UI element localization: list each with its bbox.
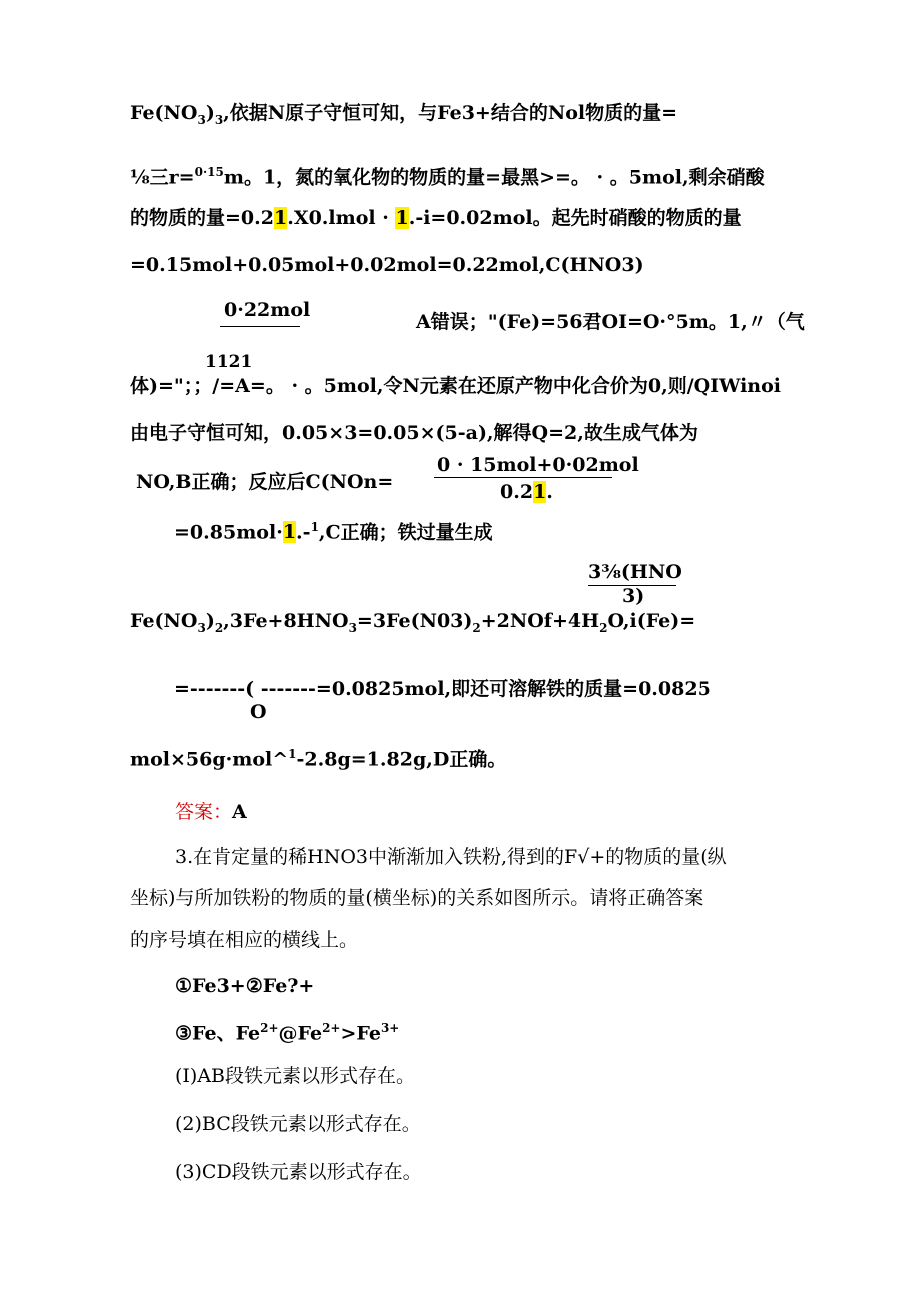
solution-line-8: 由电子守恒可知，0.05×3=0.05×(5-a),解得Q=2,故生成气体为 — [130, 422, 698, 444]
solution-line-4: =0.15mol+0.05mol+0.02mol=0.22mol,C(HNO3) — [130, 254, 644, 276]
option-line-2: ③Fe、$Fe^{2+}@Fe^{2+}>Fe^{3+}$ — [175, 1021, 400, 1045]
solution-line-7: 体)="；；/=A=。 · 。5mol,令N元素在还原产物中化合价为0,则/QIWinoi — [130, 375, 782, 397]
sub-question-2: (2)BC段铁元素以形式存在。 — [175, 1113, 421, 1135]
fraction-numerator: 0·22mol — [224, 299, 311, 321]
solution-line-12: $Fe(NO_3)_2,3Fe+8HNO_3=3Fe(N03)_2+2NOf+4H_2O,i(Fe)=$ — [130, 610, 696, 635]
fraction-bar — [220, 326, 300, 327]
question-3-line-2: 坐标)与所加铁粉的物质的量(横坐标)的关系如图所示。请将正确答案 — [130, 887, 704, 909]
highlight-mark: 1 — [533, 481, 547, 503]
solution-line-5: A错误；"(Fe)=56君OI=O·°5m。1,〃（气 — [416, 311, 805, 333]
solution-line-10: =0.85mol·1.-$^1$,C正确；铁过量生成 — [174, 520, 493, 544]
fraction-denominator: 3) — [622, 585, 645, 607]
fraction-denominator: 0.21. — [500, 481, 553, 503]
answer-line — [175, 800, 247, 824]
solution-line-13: =-------( -------=0.0825mol,即还可溶解铁的质量=0.0825 — [174, 678, 711, 700]
question-3-line-1: 3.在肯定量的稀HNO3中渐渐加入铁粉,得到的F√+的物质的量(纵 — [175, 846, 727, 868]
solution-line-1: $Fe(NO_3)_3$,依据N原子守恒可知，与Fe3+结合的Nol物质的量= — [130, 102, 678, 127]
fraction-bar — [588, 585, 676, 586]
solution-line-14: mol×56g·mol^$^1$-2.8g=1.82g,D正确。 — [130, 747, 507, 771]
answer-label: 答案： — [175, 801, 233, 823]
fraction-numerator: 3⅜(HNO — [588, 561, 682, 583]
fraction-fragment: O — [250, 701, 267, 723]
answer-value: A — [232, 801, 247, 823]
sub-question-3: (3)CD段铁元素以形式存在。 — [175, 1161, 422, 1183]
fraction-bar — [434, 477, 612, 478]
fraction-denominator: 1121 — [205, 352, 253, 372]
sub-question-1: (I)AB段铁元素以形式存在。 — [175, 1065, 416, 1087]
highlight-mark: 1 — [395, 207, 409, 229]
solution-line-2: ⅛三r=$^{0\cdot 15}$m。1，氮的氧化物的物质的量=最黑>=。 · 。5mol,剩余硝酸 — [130, 165, 765, 189]
question-3-line-3: 的序号填在相应的横线上。 — [130, 929, 359, 951]
highlight-mark: 1 — [282, 521, 297, 544]
highlight-mark: 1 — [273, 207, 288, 229]
solution-line-9: NO,B正确；反应后C(NOn= — [136, 471, 394, 493]
fraction-numerator: 0 · 15mol+0·02mol — [437, 454, 639, 476]
solution-line-3: 的物质的量=0.21.X0.lmol · 1.-i=0.02mol。起先时硝酸的物质的量 — [130, 207, 742, 229]
option-line-1: ①Fe3+②Fe?+ — [175, 975, 315, 997]
